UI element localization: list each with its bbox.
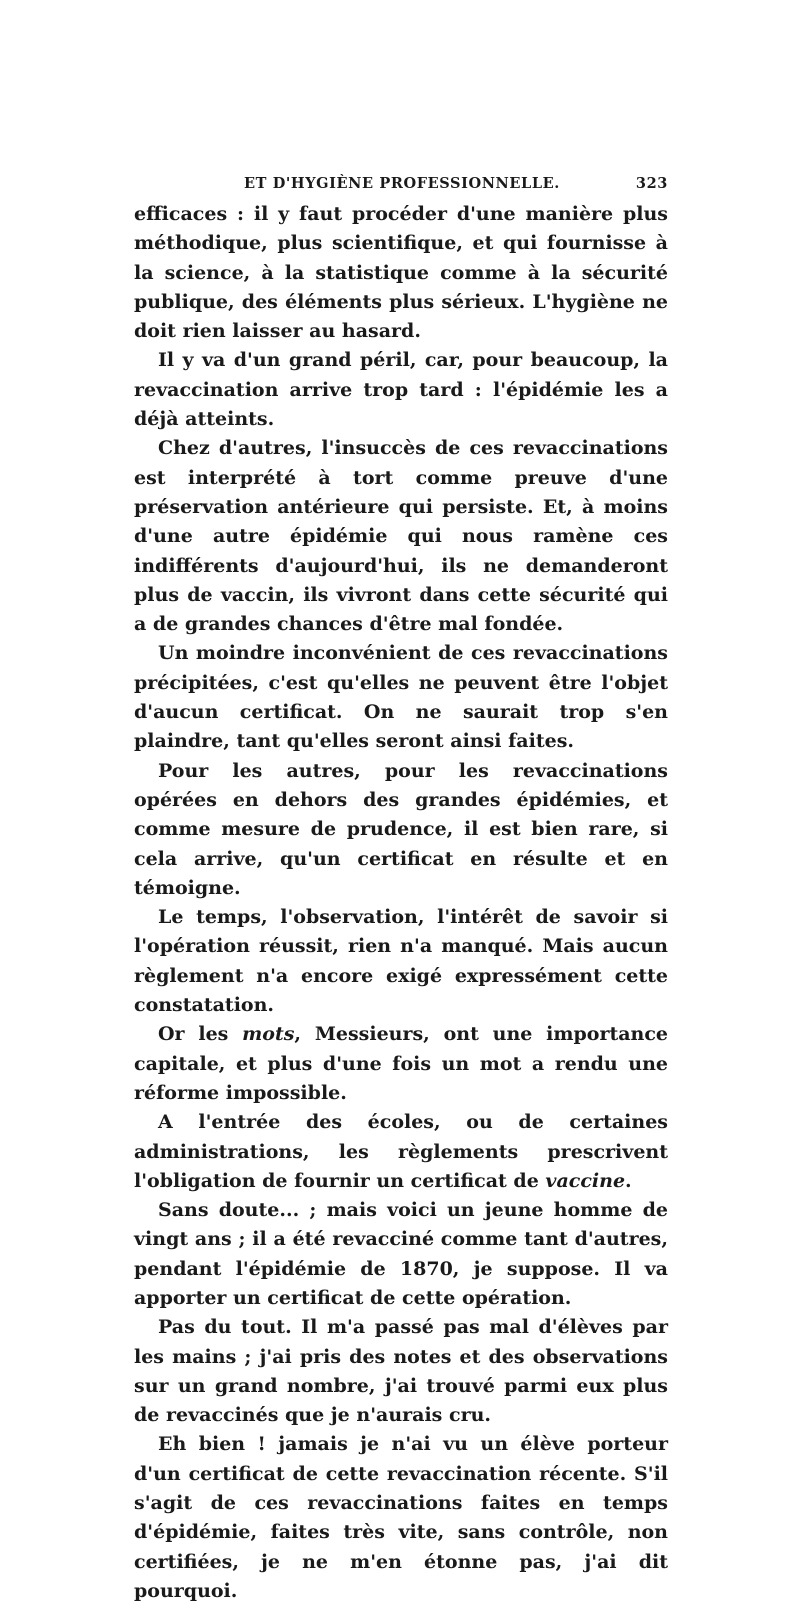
book-page xyxy=(134,170,668,1606)
paragraph-8-start: A l'entrée des écoles, ou de certaines administrations, les règlements prescrivent l'obligation de fournir un certificat de xyxy=(134,1111,668,1192)
paragraph-5: Pour les autres, pour les revaccinations opérées en dehors des grandes épidémies, et comme mesure de prudence, il est bien rare, si cela arrive, qu'un certificat en résulte et en témoigne. xyxy=(134,759,668,899)
paragraph-2: Il y va d'un grand péril, car, pour beaucoup, la revaccination arrive trop tard : l'épidémie les a déjà atteints. xyxy=(134,349,668,431)
running-head xyxy=(134,170,668,200)
paragraph-6: Le temps, l'observation, l'intérêt de savoir si l'opération réussit, rien n'a manqué. Mais aucun règlement n'a encore exigé expressément cette constatation. xyxy=(134,906,668,1017)
paragraph-4: Un moindre inconvénient de ces revaccinations précipitées, c'est qu'elles ne peuvent être l'objet d'aucun certificat. On ne saurait trop s'en plaindre, tant qu'elles seront ainsi faites. xyxy=(134,642,668,753)
body-text xyxy=(134,200,668,1606)
paragraph-3: Chez d'autres, l'insuccès de ces revaccinations est interprété à tort comme preuve d'une préservation antérieure qui persiste. Et, à moins d'une autre épidémie qui nous ramène ces indifférents d'aujourd'hui, ils ne demanderont plus de vaccin, ils vivront dans cette sécurité qui a de grandes chances d'être mal fondée. xyxy=(134,437,668,636)
paragraph-9: Sans doute... ; mais voici un jeune homme de vingt ans ; il a été revacciné comme tant d'autres, pendant l'épidémie de 1870, je suppose. Il va apporter un certificat de cette opération. xyxy=(134,1199,668,1309)
paragraph-7-end: , Messieurs, ont une importance capitale, et plus d'une fois un mot a rendu une réforme impossible. xyxy=(134,1023,669,1104)
paragraph-8 xyxy=(134,1108,668,1196)
paragraph-10: Pas du tout. Il m'a passé pas mal d'élèves par les mains ; j'ai pris des notes et des observations sur un grand nombre, j'ai trouvé parmi eux plus de revaccinés que je n'aurais cru. xyxy=(134,1316,668,1427)
paragraph-7 xyxy=(134,1020,668,1108)
page-number: 323 xyxy=(635,175,668,192)
running-title: ET D'HYGIÈNE PROFESSIONNELLE. xyxy=(244,175,560,192)
paragraph-7-start: Or les xyxy=(158,1023,243,1046)
paragraph-11: Eh bien ! jamais je n'ai vu un élève porteur d'un certificat de cette revaccination récente. S'il s'agit de ces revaccinations faites en temps d'épidémie, faites très vite, sans contrôle, non certifiées, je ne m'en étonne pas, j'ai dit pourquoi. xyxy=(134,1433,668,1602)
paragraph-8-end: . xyxy=(625,1169,632,1192)
emphasis-mots: mots xyxy=(242,1023,295,1046)
emphasis-vaccine: vaccine xyxy=(545,1169,626,1192)
paragraph-1: efficaces : il y faut procéder d'une manière plus méthodique, plus scientifique, et qui fournisse à la science, à la statistique comme à la sécurité publique, des éléments plus sérieux. L'hygiène ne doit rien laisser au hasard. xyxy=(134,203,668,343)
